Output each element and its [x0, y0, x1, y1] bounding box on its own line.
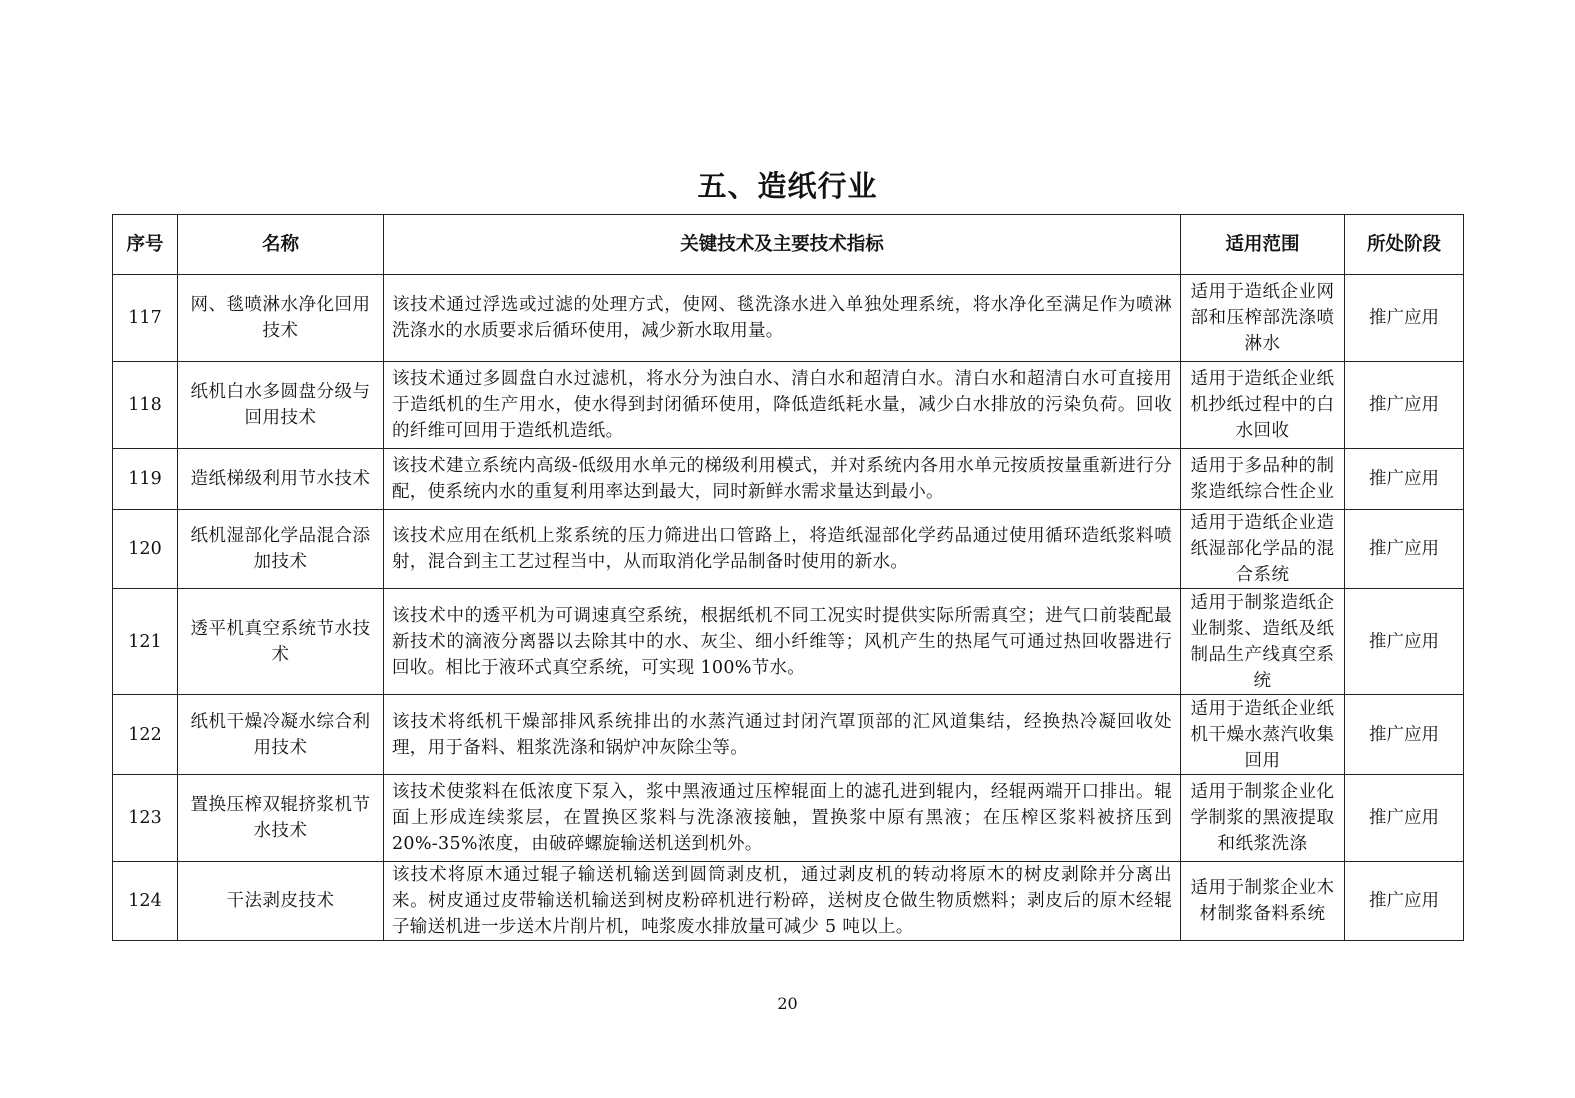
- tech-description: 该技术使浆料在低浓度下泵入，浆中黑液通过压榨辊面上的滤孔进到辊内，经辊两端开口排出。辊面上形成连续浆层，在置换区浆料与洗涤液接触，置换浆中原有黑液；在压榨区浆料被挤压到 20%-35%浓度，由破碎螺旋输送机送到机外。: [384, 775, 1181, 862]
- technology-table: [112, 214, 1464, 941]
- row-number: 118: [113, 362, 178, 449]
- table-row: [113, 695, 1464, 775]
- row-number: 121: [113, 589, 178, 695]
- header-stage: 所处阶段: [1345, 215, 1464, 275]
- header-name: 名称: [178, 215, 384, 275]
- tech-scope: 适用于造纸企业纸机干燥水蒸汽收集回用: [1181, 695, 1345, 775]
- tech-scope: 适用于制浆企业化学制浆的黑液提取和纸浆洗涤: [1181, 775, 1345, 862]
- row-number: 117: [113, 275, 178, 362]
- tech-stage: 推广应用: [1345, 449, 1464, 510]
- tech-description: 该技术通过浮选或过滤的处理方式，使网、毯洗涤水进入单独处理系统，将水净化至满足作为喷淋洗涤水的水质要求后循环使用，减少新水取用量。: [384, 275, 1181, 362]
- row-number: 120: [113, 510, 178, 589]
- tech-stage: 推广应用: [1345, 362, 1464, 449]
- table-row: [113, 362, 1464, 449]
- tech-name: 造纸梯级利用节水技术: [178, 449, 384, 510]
- tech-description: 该技术将纸机干燥部排风系统排出的水蒸汽通过封闭汽罩顶部的汇风道集结，经换热冷凝回收处理，用于备料、粗浆洗涤和锅炉冲灰除尘等。: [384, 695, 1181, 775]
- row-number: 123: [113, 775, 178, 862]
- tech-name: 纸机湿部化学品混合添加技术: [178, 510, 384, 589]
- tech-scope: 适用于造纸企业纸机抄纸过程中的白水回收: [1181, 362, 1345, 449]
- table-row: [113, 589, 1464, 695]
- header-scope: 适用范围: [1181, 215, 1345, 275]
- tech-name: 干法剥皮技术: [178, 862, 384, 941]
- tech-stage: 推广应用: [1345, 695, 1464, 775]
- row-number: 119: [113, 449, 178, 510]
- table-header-row: [113, 215, 1464, 275]
- tech-name: 置换压榨双辊挤浆机节水技术: [178, 775, 384, 862]
- tech-stage: 推广应用: [1345, 862, 1464, 941]
- table-row: [113, 275, 1464, 362]
- tech-name: 透平机真空系统节水技术: [178, 589, 384, 695]
- tech-stage: 推广应用: [1345, 275, 1464, 362]
- tech-description: 该技术将原木通过辊子输送机输送到圆筒剥皮机，通过剥皮机的转动将原木的树皮剥除并分离出来。树皮通过皮带输送机输送到树皮粉碎机进行粉碎，送树皮仓做生物质燃料；剥皮后的原木经辊子输送机进一步送木片削片机，吨浆废水排放量可减少 5 吨以上。: [384, 862, 1181, 941]
- page-number: 20: [777, 994, 798, 1013]
- tech-scope: 适用于造纸企业网部和压榨部洗涤喷淋水: [1181, 275, 1345, 362]
- tech-description: 该技术应用在纸机上浆系统的压力筛进出口管路上，将造纸湿部化学药品通过使用循环造纸浆料喷射，混合到主工艺过程当中，从而取消化学品制备时使用的新水。: [384, 510, 1181, 589]
- table-row: [113, 775, 1464, 862]
- tech-scope: 适用于造纸企业造纸湿部化学品的混合系统: [1181, 510, 1345, 589]
- tech-scope: 适用于制浆企业木材制浆备料系统: [1181, 862, 1345, 941]
- header-no: 序号: [113, 215, 178, 275]
- page-title: 五、造纸行业: [697, 169, 878, 203]
- tech-scope: 适用于制浆造纸企业制浆、造纸及纸制品生产线真空系统: [1181, 589, 1345, 695]
- table-row: [113, 862, 1464, 941]
- tech-name: 网、毯喷淋水净化回用技术: [178, 275, 384, 362]
- row-number: 124: [113, 862, 178, 941]
- tech-description: 该技术建立系统内高级-低级用水单元的梯级利用模式，并对系统内各用水单元按质按量重新进行分配，使系统内水的重复利用率达到最大，同时新鲜水需求量达到最小。: [384, 449, 1181, 510]
- tech-description: 该技术中的透平机为可调速真空系统，根据纸机不同工况实时提供实际所需真空；进气口前装配最新技术的滴液分离器以去除其中的水、灰尘、细小纤维等；风机产生的热尾气可通过热回收器进行回收。相比于液环式真空系统，可实现 100%节水。: [384, 589, 1181, 695]
- tech-stage: 推广应用: [1345, 775, 1464, 862]
- table-row: [113, 449, 1464, 510]
- tech-description: 该技术通过多圆盘白水过滤机，将水分为浊白水、清白水和超清白水。清白水和超清白水可直接用于造纸机的生产用水，使水得到封闭循环使用，降低造纸耗水量，减少白水排放的污染负荷。回收的纤维可回用于造纸机造纸。: [384, 362, 1181, 449]
- tech-name: 纸机白水多圆盘分级与回用技术: [178, 362, 384, 449]
- tech-stage: 推广应用: [1345, 510, 1464, 589]
- table-row: [113, 510, 1464, 589]
- tech-stage: 推广应用: [1345, 589, 1464, 695]
- tech-scope: 适用于多品种的制浆造纸综合性企业: [1181, 449, 1345, 510]
- header-desc: 关键技术及主要技术指标: [384, 215, 1181, 275]
- row-number: 122: [113, 695, 178, 775]
- tech-name: 纸机干燥冷凝水综合利用技术: [178, 695, 384, 775]
